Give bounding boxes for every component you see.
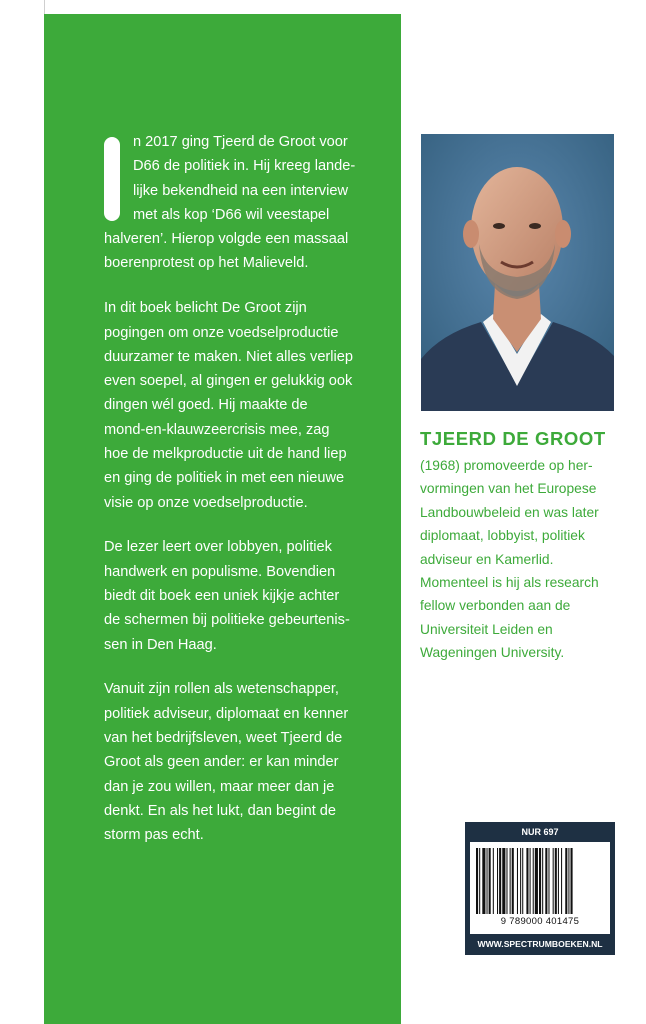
blurb-line: hoe de melkproductie uit de hand liep (104, 446, 347, 463)
blurb-line: De lezer leert over lobbyen, politiek (104, 539, 332, 556)
barcode-bar (539, 848, 541, 914)
blurb-line: dingen wél goed. Hij maakte de (104, 397, 308, 414)
barcode-bar (533, 848, 534, 914)
barcode-bar (565, 848, 567, 914)
barcode-bar (571, 848, 573, 914)
barcode-bar (535, 848, 538, 914)
barcode-bar (558, 848, 559, 914)
blurb-line: D66 de politiek in. Hij kreeg lande- (133, 158, 356, 175)
barcode-bar (493, 848, 494, 914)
barcode-bar (487, 848, 488, 914)
blurb-line: lijke bekendheid na een interview (133, 182, 348, 199)
publisher-website: WWW.SPECTRUMBOEKEN.NL (477, 939, 603, 949)
barcode-bar (553, 848, 554, 914)
barcode-bar (548, 848, 549, 914)
barcode-bar (568, 848, 569, 914)
blurb-paragraph-4 (104, 677, 401, 847)
blurb-paragraph-1 (104, 130, 401, 276)
drop-cap-i (104, 137, 120, 221)
blurb-line: denkt. En als het lukt, dan begint de (104, 802, 337, 819)
bio-line: fellow verbonden aan de (420, 598, 571, 614)
author-bio (420, 454, 635, 665)
bio-line: diplomaat, lobbyist, politiek (420, 528, 585, 544)
blurb-line: boerenprotest op het Malieveld. (104, 255, 309, 272)
blurb-line: Groot als geen ander: er kan minder (104, 754, 339, 771)
barcode-bar (476, 848, 478, 914)
barcode-bar (530, 848, 531, 914)
barcode-bar (517, 848, 518, 914)
barcode-bar (506, 848, 507, 914)
bio-line: vormingen van het Europese (420, 481, 597, 497)
blurb-line: duurzamer te maken. Niet alles verliep (104, 348, 354, 365)
isbn-digits: 9 789000 401475 (500, 916, 580, 927)
blurb-line: sen in Den Haag. (104, 636, 217, 653)
blurb-line: mond-en-klauwzeercrisis mee, zag (104, 421, 330, 438)
blurb-line: politiek adviseur, diplomaat en kenner (104, 705, 349, 722)
bio-line: Momenteel is hij als research (420, 575, 599, 591)
barcode-bar (512, 848, 514, 914)
blurb-line: n 2017 ging Tjeerd de Groot voor (133, 134, 348, 150)
barcode-block (465, 822, 615, 955)
blurb-paragraph-2 (104, 296, 401, 515)
blurb-line: even soepel, al gingen er gelukkig ook (104, 373, 353, 390)
barcode-bar (497, 848, 498, 914)
blurb-line: visie op onze voedselproductie. (104, 494, 308, 511)
barcode-area (470, 842, 610, 934)
blurb-line: de schermen bij politieke gebeurtenis- (104, 612, 350, 629)
blurb-line: Vanuit zijn rollen als wetenschapper, (104, 681, 339, 698)
barcode-bar (499, 848, 501, 914)
blurb-paragraph-3 (104, 535, 401, 656)
blurb-line: biedt dit boek een uniek kijkje achter (104, 588, 340, 605)
author-name: TJEERD DE GROOT (420, 428, 606, 449)
author-photo (421, 134, 614, 411)
blurb-line: met als kop ‘D66 wil veestapel (133, 206, 330, 223)
blurb-line: In dit boek belicht De Groot zijn (104, 300, 307, 317)
barcode-bar (479, 848, 480, 914)
barcode-bar (522, 848, 523, 914)
barcode-bar (526, 848, 528, 914)
bio-line: Universiteit Leiden en (420, 621, 553, 637)
barcode-bar (545, 848, 547, 914)
blurb-line: en ging de politiek in met een nieuwe (104, 470, 345, 487)
blurb-line: van het bedrijfsleven, weet Tjeerd de (104, 730, 343, 747)
barcode-bar (555, 848, 557, 914)
barcode-bar (542, 848, 543, 914)
barcode-bar (489, 848, 491, 914)
blurb-line: handwerk en populisme. Bovendien (104, 563, 336, 580)
bio-line: (1968) promoveerde op her- (420, 458, 593, 473)
barcode-bar (482, 848, 485, 914)
barcode-bar (510, 848, 511, 914)
blurb-line: halveren’. Hierop volgde een massaal (104, 231, 349, 248)
blurb-text (104, 130, 401, 848)
bio-line: Wageningen University. (420, 645, 565, 661)
blurb-line: dan je zou willen, maar meer dan je (104, 778, 335, 795)
barcode-bar (561, 848, 562, 914)
nur-code: NUR 697 (521, 827, 559, 837)
blurb-line: storm pas echt. (104, 827, 204, 844)
bio-line: Landbouwbeleid en was later (420, 504, 599, 520)
barcode-bars (476, 848, 604, 914)
blurb-line: pogingen om onze voedselproductie (104, 324, 339, 341)
barcode-bar (520, 848, 521, 914)
barcode-bar (502, 848, 505, 914)
bio-line: adviseur en Kamerlid. (420, 551, 554, 567)
